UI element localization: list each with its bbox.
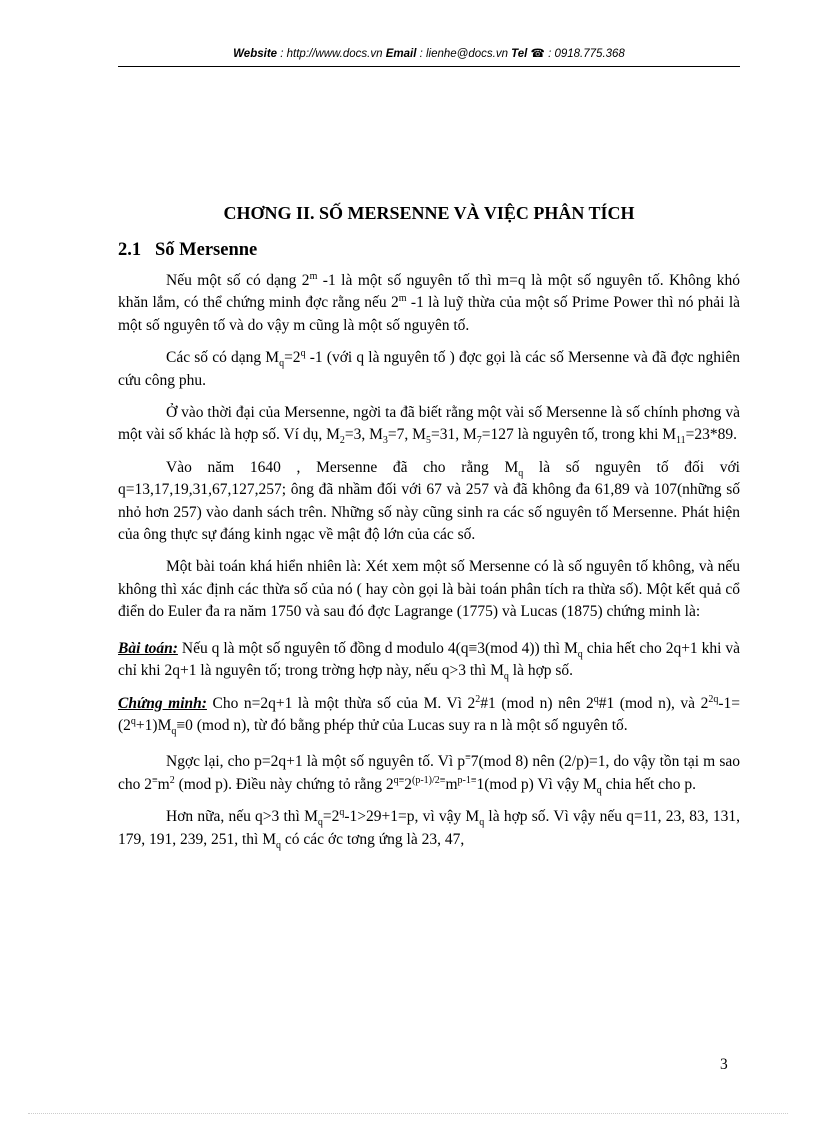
paragraph-5: Một bài toán khá hiển nhiên là: Xét xem một số Mersenne có là số nguyên tố không, và nếu không thì xác định các thừa số của nó ( hay còn gọi là bài toán phân tích ra thừa số). Một kết quả cổ điển do Euler đa ra năm 1750 và sau đó đợc Lagrange (1775) và Lucas (1875) chứng minh là: <box>118 558 740 621</box>
page-number: 3 <box>720 1056 728 1073</box>
email-label: Email <box>385 48 417 60</box>
email-value: : lienhe@docs.vn <box>416 48 512 60</box>
problem-label: Bài toán: <box>118 639 178 657</box>
tel-value: : 0918.775.368 <box>544 48 625 60</box>
page-header <box>118 46 740 60</box>
paragraph-8: Ngợc lại, cho p=2q+1 là một số nguyên tố. Vì p≡7(mod 8) nên (2/p)=1, do vậy tồn tại m sao cho $2^\equiv m^2$ (mod p). Điều này chứng tỏ rằng $2^{q\equiv}2^{(p-1)/2\equiv}m^{p-1\equiv}1(mod$ p) Vì vậy $M_q$ chia hết cho p. <box>118 752 740 796</box>
section-title: Số Mersenne <box>155 240 258 260</box>
footer-dotted-line <box>28 1113 788 1114</box>
paragraph-1: Nếu một số có dạng 2$^m$ -1 là một số nguyên tố thì m=q là một số nguyên tố. Không khó khăn lắm, có thể chứng minh đợc rằng nếu 2$^m$ -1 là luỹ thừa của một số Prime Power thì nó phải là một số nguyên tố và do vậy m cũng là một số nguyên tố. <box>118 270 741 334</box>
proof-label: Chứng minh: <box>118 694 207 712</box>
section-number: 2.1 <box>118 240 142 260</box>
chapter-title: CHƠNG II. SỐ MERSENNE VÀ VIỆC PHÂN TÍCH <box>223 203 635 223</box>
paragraph-4: Vào năm 1640 , Mersenne đã cho rằng $M_q$ là số nguyên tố đối với q=13,17,19,31,67,127,257; ông đã nhầm đối với 67 và 257 và đã không đa 61,89 và 107(những số nhỏ hơn 257) vào danh sách trên. Những số này cũng sinh ra các số nguyên tố Mersenne. Phát hiện của ông thực sự đáng kinh ngạc về mật độ lớn của các số. <box>118 458 740 544</box>
website-value: : http://www.docs.vn <box>277 48 386 60</box>
proof-paragraph: Chứng minh: Cho n=2q+1 là một thừa số của M. Vì $2^2\#1$ (mod n) nên 2$^q$#1 (mod n), và $2^{2q}-1=(2^q+1)M_q\equiv 0$ (mod n), từ đó bằng phép thử của Lucas suy ra n là một số nguyên tố. <box>118 693 740 737</box>
website-label: Website <box>233 48 278 60</box>
header-rule <box>118 66 740 67</box>
paragraph-3: Ở vào thời đại của Mersenne, ngời ta đã biết rằng một vài số Mersenne là số chính phơng và một vài số khác là hợp số. Ví dụ, $M_2=3$, $M_3=7$, $M_5=31$, $M_7=127$ là nguyên tố, trong khi $M_{11}=23*89$. <box>118 404 740 447</box>
paragraph-2: Các số có dạng $M_q=2^q$ -1 (với q là nguyên tố ) đợc gọi là các số Mersenne và đã đợc nghiên cứu công phu. <box>118 348 740 389</box>
section-heading <box>118 240 257 261</box>
tel-label: Tel ☎ <box>511 48 545 60</box>
body-text <box>118 270 740 861</box>
problem-statement: Bài toán: Nếu q là một số nguyên tố đồng d modulo 4(q≡3(mod 4)) thì $M_q$ chia hết cho 2q+1 khi và chỉ khi 2q+1 là nguyên tố; trong trờng hợp này, nếu q>3 thì $M_q$ là hợp số. <box>118 639 741 683</box>
paragraph-9: Hơn nữa, nếu q>3 thì $M_q=2^q-1>29+1=p$, vì vậy $M_q$ là hợp số. Vì vậy nếu q=11, 23, 83, 131, 179, 191, 239, 251, thì $M_q$ có các ớc tơng ứng là 23, 47, <box>118 806 740 851</box>
